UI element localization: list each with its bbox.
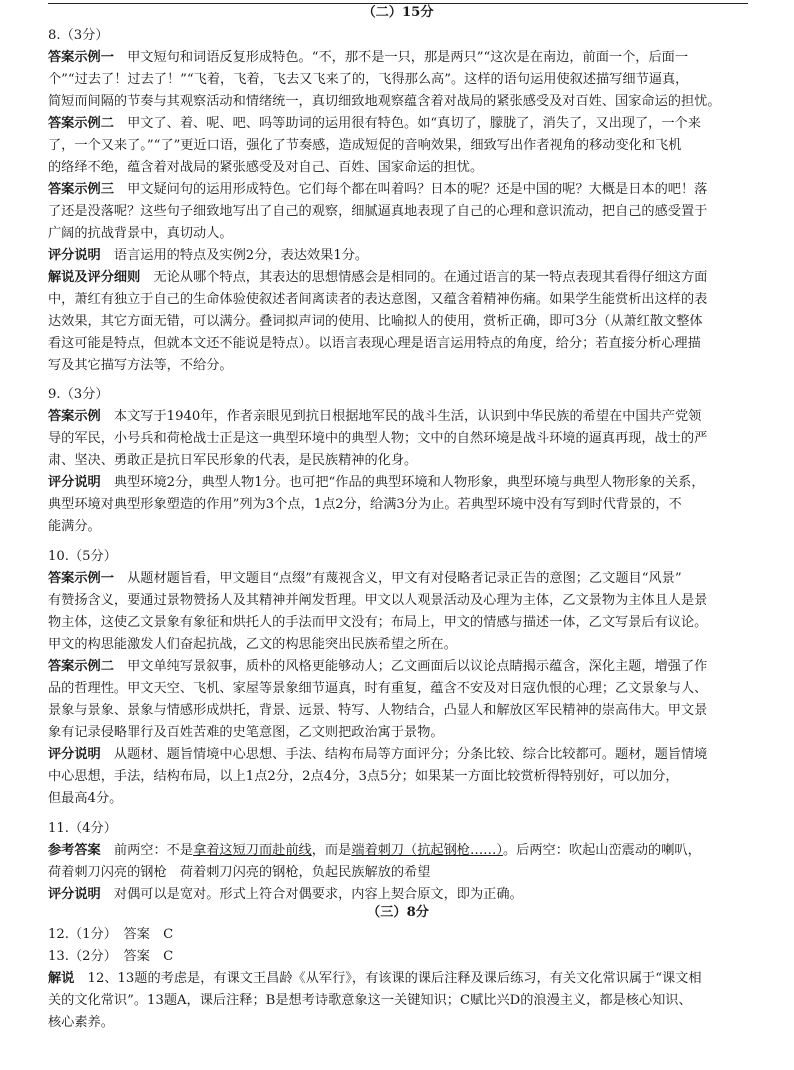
body-text: 广阔的抗战背景中，真切动人。	[48, 226, 233, 241]
body-text: 个”“过去了！过去了！”“飞着，飞着，飞去又飞来了的，飞得那么高”。这样的语句运用使叙述描写细节逼真，	[48, 72, 689, 87]
body-text: 12、13题的考虑是，有课文王昌龄《从军行》，有该课的课后注释及课后练习，有关文化常识属于“课文相	[74, 971, 702, 986]
label-text: 答案示例三	[48, 182, 114, 197]
body-text: 10.（5分）	[48, 549, 117, 564]
text-line	[48, 472, 748, 494]
body-text: 关的文化常识”。13题A，课后注释；B是想考诗歌意象这一关键知识；C赋比兴D的浪漫主义，都是核心知识、	[48, 993, 692, 1008]
body-text: 核心素养。	[48, 1015, 114, 1030]
body-text: 能满分。	[48, 519, 101, 534]
body-text: 中，萧红有独立于自己的生命体验使叙述者间离读者的表达意图，又蕴含着精神伤痛。如果学生能赏析出这样的表	[48, 292, 708, 307]
section-2-header: （二）15分	[362, 5, 434, 20]
body-text: 达效果，其它方面无错，可以满分。叠词拟声词的使用、比喻拟人的使用，赏析正确，即可3分（从萧红散文整体	[48, 314, 703, 329]
text-line	[48, 289, 748, 311]
body-text: 本文写于1940年，作者亲眼见到抗日根据地军民的战斗生活，认识到中华民族的希望在中国共产党领	[100, 409, 702, 424]
text-line	[48, 245, 748, 267]
body-text: 导的军民，小号兵和荷枪战士正是这一典型环境中的典型人物；文中的自然环境是战斗环境的逼真再现，战士的严	[48, 431, 708, 446]
body-text: 12.（1分） 答案 C	[48, 927, 174, 942]
label-text: 评分说明	[48, 887, 101, 902]
body-text: 中心思想，手法，结构布局，以上1点2分，2点4分，3点5分；如果某一方面比较赏析得特别好，可以加分，	[48, 769, 679, 784]
text-line	[48, 157, 748, 179]
text-line	[48, 546, 748, 568]
text-line	[48, 924, 748, 946]
label-text: 答案示例一	[48, 571, 114, 586]
body-text: ，而是	[311, 843, 352, 858]
text-line	[48, 840, 748, 862]
label-text: 参考答案	[48, 843, 101, 858]
body-text: 但最高4分。	[48, 791, 123, 806]
body-text: 语言运用的特点及实例2分，表达效果1分。	[100, 248, 369, 263]
body-text: 甲文疑问句的运用形成特色。它们每个都在叫着吗？日本的呢？还是中国的呢？大概是日本的吧！落	[113, 182, 708, 197]
text-line	[48, 135, 748, 157]
body-text: 甲文短句和词语反复形成特色。“不，那不是一只，那是两只”“这次是在南边，前面一个，后面一	[113, 50, 689, 65]
text-line	[48, 428, 748, 450]
text-line	[48, 494, 748, 516]
body-text: 典型环境对典型形象塑造的作用”列为3个点，1点2分，给满3分为止。若典型环境中没有写到时代背景的，不	[48, 497, 682, 512]
label-text: 解说及评分细则	[48, 270, 141, 285]
body-text: 了，一个又来了。”“了”更近口语，强化了节奏感，造成短促的音响效果，细致写出作者视角的移动变化和飞机	[48, 138, 682, 153]
text-line	[48, 722, 748, 744]
body-text: 拿着这短刀而赴前线	[193, 843, 312, 858]
body-text: 甲文单纯写景叙事，质朴的风格更能够动人；乙文画面后以议论点睛揭示蕴含，深化主题，增强了作	[113, 659, 708, 674]
text-line	[48, 267, 748, 289]
label-text: 答案示例二	[48, 659, 114, 674]
body-text: 11.（4分）	[48, 821, 117, 836]
text-line	[48, 91, 748, 113]
text-line	[48, 612, 748, 634]
text-line	[48, 766, 748, 788]
text-line	[48, 1012, 748, 1034]
text-line	[48, 406, 748, 428]
body-text: 象有记录侵略罪行及百姓苦难的史笔意图，乙文则把政治寓于景物。	[48, 725, 444, 740]
body-text: 有赞扬含义，要通过景物赞扬人及其精神并阐发哲理。甲文以人观景活动及心理为主体，乙文景物为主体且人是景	[48, 593, 708, 608]
text-line	[48, 968, 748, 990]
text-line	[48, 201, 748, 223]
body-text: 前两空：不是	[100, 843, 194, 858]
text-line	[48, 990, 748, 1012]
body-text: 写及其它描写方法等，不给分。	[48, 358, 233, 373]
body-text: 简短而间隔的节奏与其观察活动和情绪统一，真切细致地观察蕴含着对战局的紧张感受及对百姓、国家命运的担忧。	[48, 94, 721, 109]
body-text: 对偶可以是宽对。形式上符合对偶要求，内容上契合原文，即为正确。	[100, 887, 523, 902]
text-line	[48, 656, 748, 678]
text-line	[48, 590, 748, 612]
body-text: 了还是没落呢？这些句子细致地写出了自己的观察，细腻逼真地表现了自己的心理和意识流动，把自己的感受置于	[48, 204, 708, 219]
body-text: 8.（3分）	[48, 28, 109, 43]
text-line	[48, 744, 748, 766]
body-text: 品的哲理性。甲文天空、飞机、家屋等景象细节逼真，时有重复，蕴含不安及对日寇仇恨的心理；乙文景象与人、	[48, 681, 708, 696]
body-text: 景象与景象、景象与情感形成烘托，背景、远景、特写、人物结合，凸显人和解放区军民精神的崇高伟大。甲文景	[48, 703, 708, 718]
text-line	[48, 355, 748, 377]
text-line	[48, 818, 748, 840]
text-line	[48, 788, 748, 810]
body-text: 典型环境2分，典型人物1分。也可把“作品的典型环境和人物形象，典型环境与典型人物形象的关系，	[100, 475, 705, 490]
body-text: 端着刺刀（抗起钢枪……）	[351, 843, 503, 858]
body-text: 。后两空：吹起山峦震动的喇叭，	[502, 843, 701, 858]
text-line	[48, 179, 748, 201]
body-text: 9.（3分）	[48, 387, 109, 402]
text-line	[48, 25, 748, 47]
body-text: 荷着刺刀闪亮的钢枪 荷着刺刀闪亮的钢枪，负起民族解放的希望	[48, 865, 431, 880]
body-text: 甲文了、着、呢、吧、吗等助词的运用很有特色。如“真切了，朦胧了，消失了，又出现了，一个来	[113, 116, 701, 131]
body-text: 从题材、题旨情境中心思想、手法、结构布局等方面评分；分条比较、综合比较都可。题材，题旨情境	[100, 747, 708, 762]
text-line	[48, 113, 748, 135]
section-3-header: （三）8分	[367, 905, 429, 920]
body-text: 甲文的构思能激发人们奋起抗战，乙文的构思能突出民族希望之所在。	[48, 637, 457, 652]
text-line	[48, 516, 748, 538]
text-line	[48, 223, 748, 245]
label-text: 评分说明	[48, 475, 101, 490]
text-line	[48, 450, 748, 472]
text-line	[48, 333, 748, 355]
text-line	[48, 700, 748, 722]
body-text: 物主体，这使乙文景象有象征和烘托人的手法而甲文没有；布局上，甲文的情感与描述一体，乙文写景后有议论。	[48, 615, 708, 630]
text-line	[48, 862, 748, 884]
text-line	[48, 384, 748, 406]
body-text: 13.（2分） 答案 C	[48, 949, 174, 964]
label-text: 答案示例一	[48, 50, 114, 65]
label-text: 评分说明	[48, 248, 101, 263]
text-line	[48, 678, 748, 700]
text-line	[48, 634, 748, 656]
text-line	[48, 946, 748, 968]
body-text: 无论从哪个特点，其表达的思想情感会是相同的。在通过语言的某一特点表现其看得仔细这方面	[140, 270, 708, 285]
label-text: 答案示例二	[48, 116, 114, 131]
label-text: 解说	[48, 971, 75, 986]
text-line	[48, 311, 748, 333]
label-text: 评分说明	[48, 747, 101, 762]
text-line	[48, 69, 748, 91]
body-text: 看这可能是特点，但就本文还不能说是特点）。以语言表现心理是语言运用特点的角度，给分；若直接分析心理描	[48, 336, 701, 351]
body-text: 肃、坚决、勇敢正是抗日军民形象的代表，是民族精神的化身。	[48, 453, 418, 468]
text-line	[48, 47, 748, 69]
text-line	[48, 568, 748, 590]
label-text: 答案示例	[48, 409, 101, 424]
body-text: 从题材题旨看，甲文题目“点缀”有蔑视含义，甲文有对侵略者记录正告的意图；乙文题目“风景”	[113, 571, 682, 586]
body-text: 的络绎不绝，蕴含着对战局的紧张感受及对自己、百姓、国家命运的担忧。	[48, 160, 484, 175]
